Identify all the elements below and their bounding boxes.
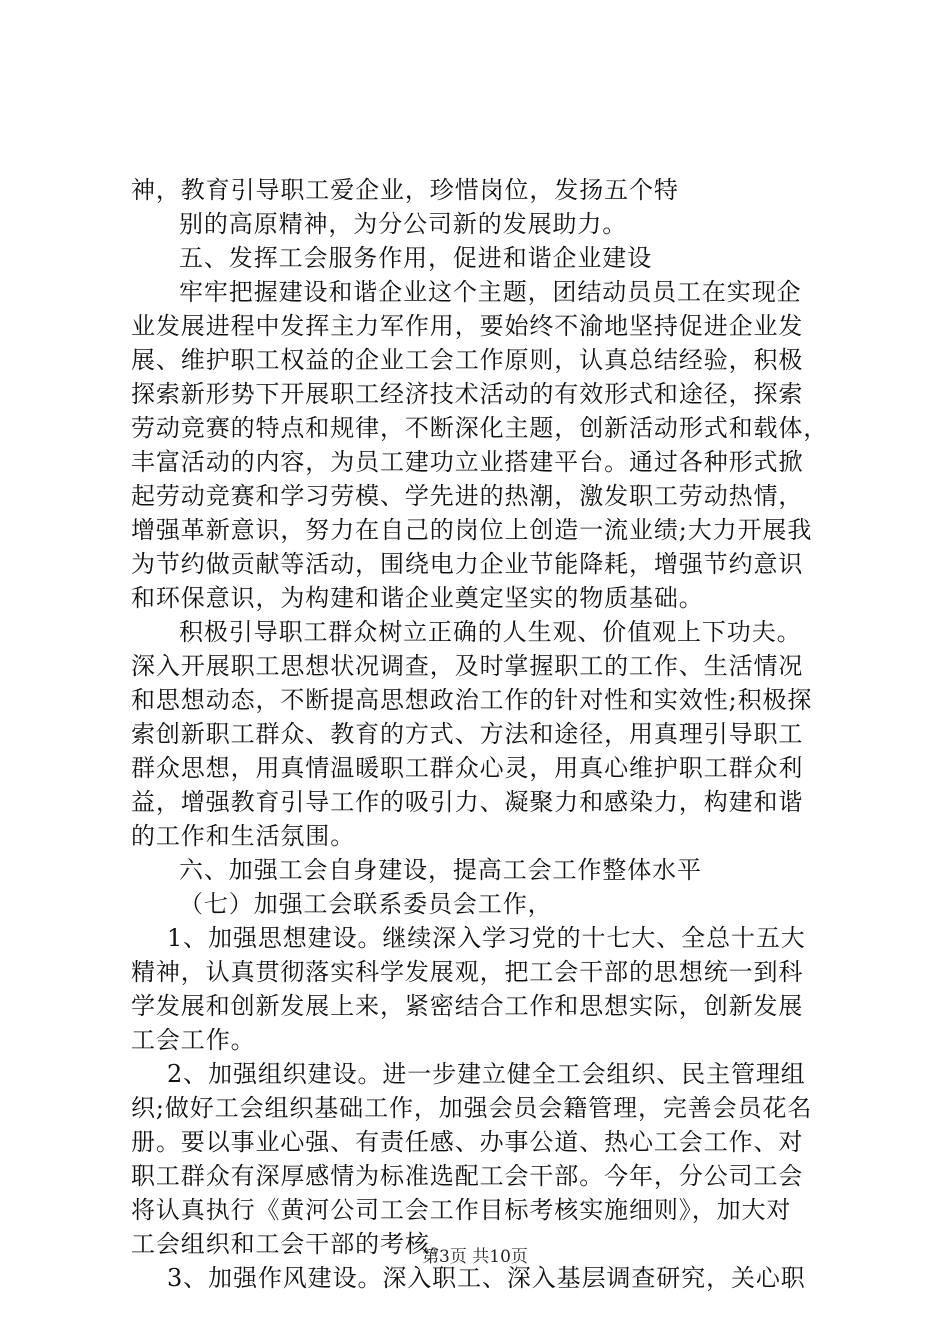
text-line: 丰富活动的内容，为员工建功立业搭建平台。通过各种形式掀 bbox=[131, 448, 804, 476]
subsection-heading: （七）加强工会联系委员会工作， bbox=[179, 890, 553, 918]
text-line: 群众思想，用真情温暖职工群众心灵，用真心维护职工群众利 bbox=[131, 754, 804, 782]
text-line: 神，教育引导职工爱企业，珍惜岗位，发扬五个特 bbox=[131, 176, 679, 204]
text-line: 工会工作。 bbox=[131, 1026, 256, 1054]
text-line: 为节约做贡献等活动，围绕电力企业节能降耗，增强节约意识 bbox=[131, 550, 804, 578]
text-line: 织;做好工会组织基础工作，加强会员会籍管理，完善会员花名 bbox=[131, 1094, 813, 1122]
section-heading: 六、加强工会自身建设，提高工会工作整体水平 bbox=[179, 856, 702, 884]
text-line: 益，增强教育引导工作的吸引力、凝聚力和感染力，构建和谐 bbox=[131, 788, 804, 816]
page-number-footer: 第3页 共10页 bbox=[422, 1247, 528, 1267]
text-line: 的工作和生活氛围。 bbox=[131, 822, 356, 850]
text-line: 和思想动态，不断提高思想政治工作的针对性和实效性;积极探 bbox=[131, 686, 813, 714]
text-line: 精神，认真贯彻落实科学发展观，把工会干部的思想统一到科 bbox=[131, 958, 804, 986]
text-line: 和环保意识，为构建和谐企业奠定坚实的物质基础。 bbox=[131, 584, 704, 612]
text-line: 劳动竞赛的特点和规律，不断深化主题，创新活动形式和载体， bbox=[131, 414, 829, 442]
text-line: 将认真执行《黄河公司工会工作目标考核实施细则》，加大对 bbox=[131, 1196, 792, 1224]
text-line: 学发展和创新发展上来，紧密结合工作和思想实际，创新发展 bbox=[131, 992, 804, 1020]
section-heading: 五、发挥工会服务作用，促进和谐企业建设 bbox=[179, 244, 653, 272]
text-line: 索创新职工群众、教育的方式、方法和途径，用真理引导职工 bbox=[131, 720, 804, 748]
text-line: 增强革新意识，努力在自己的岗位上创造一流业绩;大力开展我 bbox=[131, 516, 813, 544]
text-line: 深入开展职工思想状况调查，及时掌握职工的工作、生活情况 bbox=[131, 652, 804, 680]
text-line: 探索新形势下开展职工经济技术活动的有效形式和途径，探索 bbox=[131, 380, 804, 408]
text-line: 工会组织和工会干部的考核。 bbox=[131, 1230, 455, 1258]
text-line: 起劳动竞赛和学习劳模、学先进的热潮，激发职工劳动热情， bbox=[131, 482, 804, 510]
text-line: 业发展进程中发挥主力军作用，要始终不渝地坚持促进企业发 bbox=[131, 312, 804, 340]
text-line: 3、加强作风建设。深入职工、深入基层调查研究，关心职 bbox=[167, 1264, 806, 1292]
text-line: 2、加强组织建设。进一步建立健全工会组织、民主管理组 bbox=[167, 1060, 806, 1088]
document-body bbox=[131, 173, 843, 1295]
text-line: 别的高原精神，为分公司新的发展助力。 bbox=[179, 210, 628, 238]
text-line: 册。要以事业心强、有责任感、办事公道、热心工会工作、对 bbox=[131, 1128, 804, 1156]
text-line: 展、维护职工权益的企业工会工作原则，认真总结经验，积极 bbox=[131, 346, 804, 374]
text-line: 积极引导职工群众树立正确的人生观、价值观上下功夫。 bbox=[179, 618, 802, 646]
text-line: 牢牢把握建设和谐企业这个主题，团结动员员工在实现企 bbox=[179, 278, 802, 306]
text-line: 1、加强思想建设。继续深入学习党的十七大、全总十五大 bbox=[167, 924, 806, 952]
text-line: 职工群众有深厚感情为标准选配工会干部。今年，分公司工会 bbox=[131, 1162, 804, 1190]
